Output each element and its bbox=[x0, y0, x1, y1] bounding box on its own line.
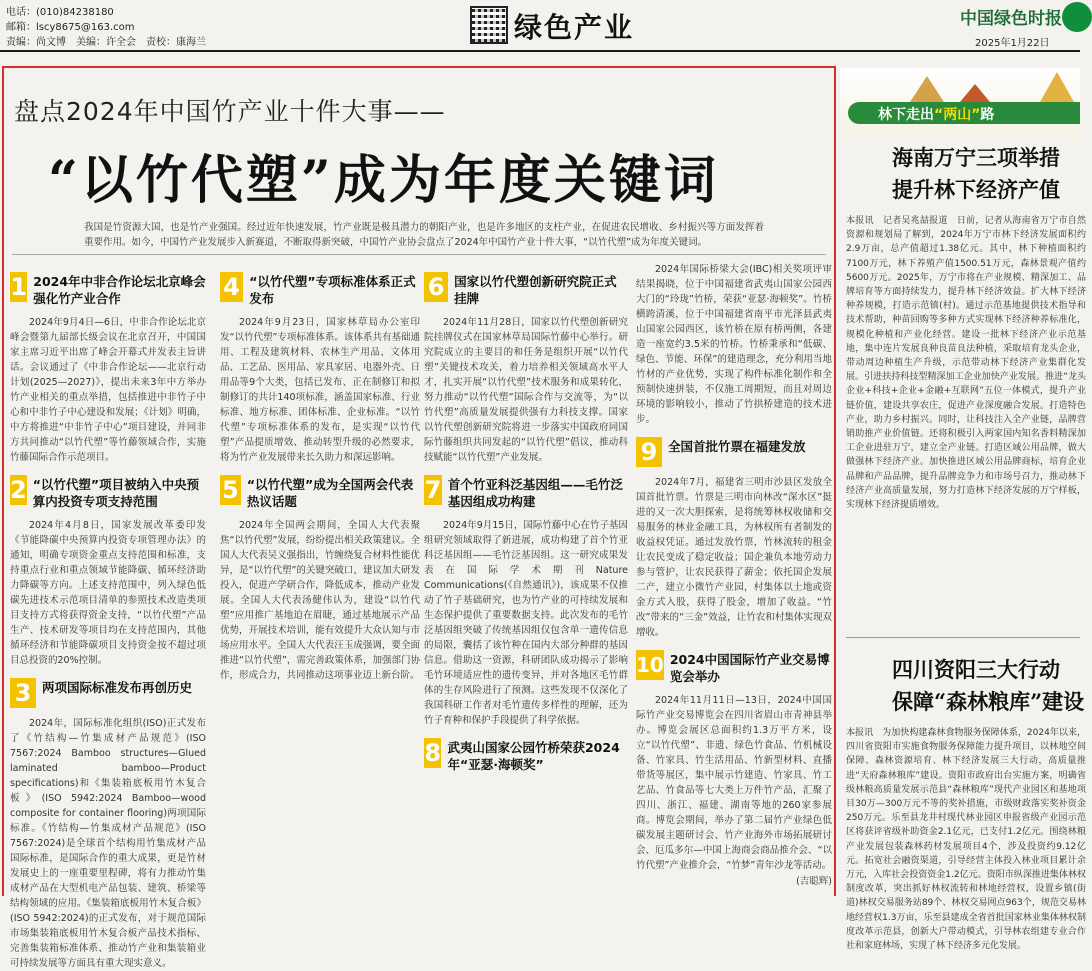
brand-logo-icon bbox=[1062, 2, 1092, 32]
item-title: “以竹代塑”专项标准体系正式发布 bbox=[249, 274, 416, 306]
item-3-heading bbox=[10, 678, 206, 708]
article-column-2 bbox=[220, 262, 420, 902]
item-number-badge: 10 bbox=[636, 650, 664, 680]
article-column-4 bbox=[636, 262, 832, 902]
story-1-headline-line-2: 提升林下经济产值 bbox=[892, 177, 1060, 202]
item-title: 武夷山国家公园竹桥荣获2024年“亚瑟·海顿奖” bbox=[447, 740, 620, 772]
phone: 电话：(010)84238180 bbox=[6, 7, 114, 18]
item-5-heading bbox=[220, 475, 420, 510]
item-2-heading bbox=[10, 475, 206, 510]
item-title: 国家以竹代塑创新研究院正式挂牌 bbox=[454, 274, 617, 306]
page-header bbox=[0, 0, 1080, 52]
item-body: 2024年11月11日—13日，2024中国国际竹产业交易博览会在四川省眉山市青神县举办。博览会展区总面积约1.3万平方米，设立“以竹代塑”、非遗、绿色竹食品、竹机械设备、竹家具、竹生活用品、竹新型材料、直播带货等展区，集中展示竹建造、竹家具、竹工艺品、竹食品等七大类上万件竹产品，汇聚了四川、浙江、福建、湖南等地的260家参展商。博览会期间，举办了第二届竹产业绿色低碳发展主题研讨会、竹产业海外市场拓展研讨会、厄瓜多尔—中国上海商会商品推介会、“以竹代塑”产业推介会，“竹梦”青年沙龙等活动。 bbox=[636, 695, 832, 871]
item-number-badge: 3 bbox=[10, 678, 36, 708]
qr-code bbox=[472, 8, 506, 42]
byline: (吉聪辉) bbox=[796, 876, 832, 887]
sidebar bbox=[840, 62, 1086, 952]
item-title: 全国首批竹票在福建发放 bbox=[668, 439, 806, 454]
item-body: 2024年11月28日，国家以竹代塑创新研究院挂牌仪式在国家林草局国际竹藤中心举行。研究院成立的主要目的和任务是组织开展“以竹代塑”关键技术攻关，着力培养相关领域高水平人才，扎实开展“以竹代塑”技术服务和成果转化，努力推动“以竹代塑”国际合作与交流等，为“以竹代塑”高质量发展提供强有力科技支撑。国家以竹代塑创新研究院将进一步落实中国政府同国际竹藤组织共同发起的“以竹代塑”倡议，推动科技赋能“以竹代塑”产业发展。 bbox=[424, 317, 628, 463]
item-6-heading bbox=[424, 272, 628, 307]
item-10-heading bbox=[636, 650, 832, 685]
item-1-heading bbox=[10, 272, 206, 307]
story-1-body: 本报讯 记者吴兆喆报道 日前，记者从海南省万宁市自然资源和规划局了解到，2024年万宁市林下经济发展面积约2.9万亩，总产值超过1.38亿元。其中，林下种植面积约7100万元，林下养殖产值1500.51万元，森林景观产值约5600万元。2025年，万宁市将在产业规模、精深加工、品牌培育等方面持续发力，提升林下经济效益。扩大林下经济种养规模，打造示范镇(村)。通过示范基地提供技术指导和技术帮助，种苗回购等多种方式实现林下经济种养标准化，规模化种植和产业化经营。建设一批林下经济产业示范基地，集中连片发展良种良苗良法种植，采取培育龙头企业，带动周边种植生产升级，示范带动林下经济产业集群化发展。引进扶持科技型精深加工企业加快产业发展。推进“龙头企业+科技+企业+金融+互联网”五位一体模式，提升产业链价值，建设共享农庄，促进产业深度融合发展。打造特色产业，助力乡村振兴。同时，让科技注入全产业链，品牌营销助推产业价值链。还将积极引入两家国内知名香料精深加工企业进驻万宁，建立全产业链。打造区域公用品牌，做大做强林下经济产业。加快推进区域公用品牌商标，培育企业品牌和产品品牌，提升品牌竞争力和市场号召力，推动林下经济产业高质量发展，努力打造林下经济发展的万宁样板，实现林下经济提质增效。 bbox=[846, 216, 1086, 511]
article-column-1 bbox=[10, 262, 206, 969]
editors: 责编：尚文博 美编：许全会 责校：康海兰 bbox=[6, 37, 206, 48]
article-kicker: 盘点2024年中国竹产业十件大事—— bbox=[14, 97, 446, 126]
story-2-headline-line-2: 保障“森林粮库”建设 bbox=[892, 689, 1085, 714]
item-title: “以竹代塑”成为全国两会代表热议话题 bbox=[246, 477, 414, 509]
item-9-heading bbox=[636, 437, 832, 467]
contact-info bbox=[6, 5, 206, 50]
item-number-badge: 7 bbox=[424, 476, 442, 504]
item-number-badge: 6 bbox=[424, 272, 448, 302]
mountain-icon bbox=[1040, 72, 1074, 102]
item-8-heading bbox=[424, 738, 628, 773]
item-body: 2024年4月8日，国家发展改革委印发《节能降碳中央预算内投资专项管理办法》的通知，明确专项资金重点支持范围和标准，支持重点行业和重点领域节能降碳、循环经济助力降碳等方向。上述支持范围中，列入绿色低碳先进技术示范项目清单的参照技术改造类项目支持方式将获得资金支持，“以竹代塑”产品生产、技术研发等项目均在支持范围内，其他循环经济和节能降碳项目支持资金按不超过项目总投资的20%控制。 bbox=[10, 520, 206, 666]
item-number-badge: 1 bbox=[10, 273, 27, 301]
story-1-headline-line-1: 海南万宁三项举措 bbox=[892, 145, 1060, 170]
item-title: 2024中国国际竹产业交易博览会举办 bbox=[669, 652, 830, 684]
item-body: 2024年，国际标准化组织(ISO)正式发布了《竹结构—竹集成材产品规范》(ISO 7567:2024 Bamboo structures—Glued laminated bamboo—Product specifications)和《集装箱底板用竹木复合板》(ISO 5942:2024 Bamboo—wood composite for container flooring)两项国际标准。《竹结构—竹集成材产品规范》(ISO 7567:2024)是全球首个结构用竹集成材产品国际标准，是国际合作的重大成果，更是竹材发展史上的一座重要里程碑，将有力推动竹集成材产品在大型机电产品包装、建筑、桥梁等结构领域的应用。《集装箱底板用竹木复合板》(ISO 5942:2024)的正式发布，对于规范国际市场集装箱底板用竹木复合板产品技术指标、完善集装箱标准体系、推动竹产业和集装箱业可持续发展等方面具有重大现实意义。 bbox=[10, 718, 206, 969]
email: 邮箱：lscy8675@163.com bbox=[6, 22, 135, 33]
divider bbox=[846, 637, 1080, 638]
article-column-3 bbox=[424, 262, 628, 902]
item-number-badge: 5 bbox=[220, 475, 241, 505]
item-title: 两项国际标准发布再创历史 bbox=[42, 680, 193, 695]
item-body: 2024年9月15日，国际竹藤中心在竹子基因组研究领域取得了新进展，成功构建了首个竹亚科泛基因组——毛竹泛基因组。这一研究成果发表在国际学术期刊Nature Communications(《自然通讯》)，该成果不仅推动了竹子基础研究，也为竹产业的可持续发展和生态保护提供了重要数据支持。此次发布的毛竹泛基因组突破了传统基因组仅包含单一遗传信息的局限，囊括了该竹种在国内大部分种群的基因信息。借助这一资源，科研团队成功揭示了影响毛竹环境适应性的遗传变异，并对各地区毛竹群体的生存风险进行了预测。这些发现不仅深化了我国科研工作者对毛竹遗传多样性的理解，还为竹子育种和保护手段提供了科学依据。 bbox=[424, 520, 628, 726]
item-number-badge: 2 bbox=[10, 476, 27, 504]
header-rule bbox=[0, 50, 1080, 52]
item-title: “以竹代塑”项目被纳入中央预算内投资专项支持范围 bbox=[32, 477, 200, 509]
mountain-icon bbox=[960, 84, 990, 102]
item-title: 2024年中非合作论坛北京峰会强化竹产业合作 bbox=[33, 274, 206, 306]
article-lead: 我国是竹资源大国，也是竹产业强国。经过近年快速发展，竹产业既是极具潜力的朝阳产业，也是许多地区的支柱产业，在促进农民增收、乡村振兴等方面发挥着重要作用。如今，中国竹产业发展步入新赛道，不断取得新突破，中国竹产业协会盘点了2024年中国竹产业十件大事，“以竹代塑”成为年度关键词。 bbox=[84, 222, 764, 248]
item-number-badge: 9 bbox=[636, 437, 662, 467]
item-body: 2024年全国两会期间，全国人大代表聚焦“以竹代塑”发展，纷纷提出相关政策建议。全国人大代表吴义强指出，竹缠绕复合材料性能优异，是“以竹代塑”的关键突破口，建议加大研发投入，促进产学研合作，降低成本，推动产业发展。全国人大代表汤健伟认为，建设“以竹代塑”应用推广基地迫在眉睫，通过基地展示产品优势，开展技术培训，能有效提升大众认知与市场应用水平。全国人大代表汪玉成强调，要全面推进“以竹代塑”，需完善政策体系，加强部门协作，形成合力，共同推动这项事业迈上新台阶。 bbox=[220, 520, 420, 681]
banner-title-part: 路 bbox=[980, 107, 995, 123]
banner-title-highlight: “两山” bbox=[934, 107, 981, 123]
story-2-body: 本报讯 为加快构建森林食物服务保障体系，2024年以来，四川省资阳市实施食物服务保障能力提升项目，以林地空间保障、森林资源培育、林下经济发展三大行动，高质量推进“天府森林粮库”建设。资阳市政府出台实施方案，明确省级林粮高质量发展示范县“森林粮库”现代产业园区和基地项目30万—300万元不等的奖补措施，市级财政落实奖补资金250万元。乐至县龙井村现代林业园区申报省级产业园示范区将获评省级补助资金2.1亿元，已支付1.2亿元。围绕林粮产业发展包装森林药材发展项目4个，涉及投资约9.12亿元。拓宽社会融资渠道，引导经营主体投入林业项目累计余万元，入库社会投资资金1.2亿元。资阳市纵深推进集体林权制度改革，突出抓好林权流转和林地经营权，设置乡镇(街道)林权交易服务站89个、林权交易网点963个，规范交易林地经营权1.3万亩，乐至县建成全省首批国家林业集体林权制度改革示范县，创新大户带动模式，引导林农组建专业合作社和家庭林场，实现了林下经济多元化发展。 bbox=[846, 728, 1086, 952]
item-body: 2024年国际桥梁大会(IBC)相关奖项评审结果揭晓，位于中国福建省武夷山国家公园西大门的“玲珑”竹桥，荣获“亚瑟·海顿奖”。竹桥横跨清溪，位于中国福建省南平市光泽县武夷山国家公园西区，该竹桥在原有桥两侧，各建造一座宽约3.5米的竹桥。竹桥秉承和“低碳、绿色、节能、环保”的建造理念，充分利用当地竹材的产业优势，实现了构件标准化制作和全预制快速拼装，不仅施工周期短，而且对周边环境的影响较小，推动了竹拱桥建造的技术进步。 bbox=[636, 264, 832, 425]
item-body: 2024年9月23日，国家林草局办公室印发“以竹代塑”专项标准体系。该体系共有基础通用、工程及建筑材料、农林生产用品、文体用品、工艺品、医用品、家具家居、电器外壳、日用品等9个大类，包括已发布、正在制修订和拟制修订的共计140项标准，涵盖国家标准、行业标准、地方标准、团体标准、企业标准。“以竹代塑”专项标准体系的发布，是实现“以竹代塑”产品提质增效、推动转型升级的必然要求，将为竹产业发展带来长久助力和深远影响。 bbox=[220, 317, 420, 463]
banner-title-part: 林下走出 bbox=[878, 107, 934, 123]
item-body: 2024年7月，福建省三明市沙县区发放全国首批竹票。竹票是三明市向林改“深水区”挺进的又一次大胆探索，是将统筹林权收储和交易服务的林业金融工具，为林权所有者制发的收益权凭证。通过发放竹票，竹林流转的租金让农民变成了稳定收益；国企兼负本地劳动力参与管护，让农民获得了薪金；依托国企发展二产，建立小微竹产业园，村集体以土地或资金方式入股，获得了股金，增加了收益。“竹改”带来的“三金”效益，让竹农和村集体实现双增收。 bbox=[636, 477, 832, 638]
item-number-badge: 4 bbox=[220, 272, 243, 302]
issue-date: 2025年1月22日 bbox=[975, 38, 1050, 49]
mountain-icon bbox=[910, 76, 944, 102]
item-7-heading bbox=[424, 475, 628, 510]
divider bbox=[12, 254, 826, 255]
item-number-badge: 8 bbox=[424, 739, 442, 767]
section-title: 绿色产业 bbox=[514, 11, 635, 44]
article-headline: “以竹代塑”成为年度关键词 bbox=[48, 150, 719, 211]
item-4-heading bbox=[220, 272, 420, 307]
item-title: 首个竹亚科泛基因组——毛竹泛基因组成功构建 bbox=[447, 477, 623, 509]
main-article bbox=[2, 66, 836, 969]
newspaper-brand: 中国绿色时报 bbox=[960, 9, 1062, 29]
item-body: 2024年9月4日—6日，中非合作论坛北京峰会暨第九届部长级会议在北京召开，中国国家主席习近平出席了峰会开幕式并发表主旨讲话。会议通过了《中非合作论坛——北京行动计划(2025—2027)》，提出未来3年中方举办竹产业相关的重点举措，包括推进中非竹子中心和中非竹子中心建设和发展；《计划》明确，中方将推进“中非竹子中心”项目建设，并同非方共同推动“以竹代塑”等竹藤领域合作，实施竹藤国际合作示范项目。 bbox=[10, 317, 206, 463]
story-2-headline-line-1: 四川资阳三大行动 bbox=[892, 657, 1060, 682]
banner-title bbox=[878, 104, 994, 124]
column-banner bbox=[840, 68, 1080, 138]
